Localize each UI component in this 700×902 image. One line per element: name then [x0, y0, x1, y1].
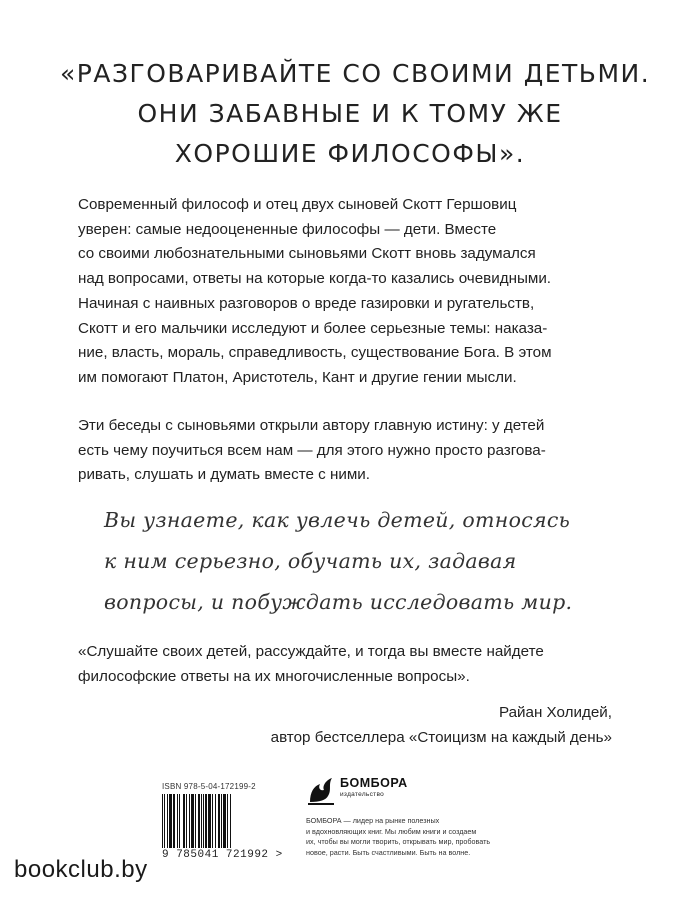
paragraph-line: Эти беседы с сыновьями открыли автору главную истину: у детей [78, 417, 545, 434]
publisher-logo [306, 772, 408, 806]
handwritten-line: вопросы, и побуждать исследовать мир. [104, 590, 573, 614]
bombora-wave-icon [306, 772, 336, 806]
handwritten-line: Вы узнаете, как увлечь детей, относясь [104, 508, 571, 532]
publisher-tagline [306, 816, 516, 858]
handwritten-line: к ним серьезно, обучать их, задавая [104, 549, 517, 573]
description-paragraph-3 [78, 414, 638, 488]
paragraph-line: Начиная с наивных разговоров о вреде газировки и ругательств, [78, 295, 535, 312]
barcode-number: 9 785041 721992 > [162, 849, 283, 861]
quote-line: философские ответы на их многочисленные вопросы». [78, 667, 470, 685]
headline-line: ОНИ ЗАБАВНЫЕ И К ТОМУ ЖЕ [137, 99, 563, 128]
description-paragraph-1 [78, 193, 638, 291]
paragraph-line: есть чему поучиться всем нам — для этого нужно просто разгова- [78, 441, 546, 459]
description-paragraph-2 [78, 292, 638, 390]
paragraph-line: уверен: самые недооцененные философы — дети. Вместе [78, 220, 497, 238]
headline-line: «РАЗГОВАРИВАЙТЕ СО СВОИМИ ДЕТЬМИ. [60, 59, 651, 88]
paragraph-line: ривать, слушать и думать вместе с ними. [78, 466, 370, 483]
paragraph-line: со своими любознательными сыновьями Скотт вновь задумался [78, 245, 536, 262]
paragraph-line: ние, власть, мораль, справедливость, существование Бога. В этом [78, 344, 552, 361]
watermark: bookclub.by [14, 856, 148, 883]
quote-attribution [271, 700, 612, 750]
author-title: автор бестселлера «Стоицизм на каждый день» [270, 729, 612, 746]
publisher-name: БОМБОРА [340, 776, 408, 790]
isbn-label: ISBN 978-5-04-172199-2 [162, 782, 256, 791]
tagline-line: и вдохновляющих книг. Мы любим книги и создаем [306, 826, 477, 836]
quote-line: «Слушайте своих детей, рассуждайте, и тогда вы вместе найдете [78, 643, 544, 660]
publisher-subtitle: издательство [340, 791, 385, 798]
paragraph-line: им помогают Платон, Аристотель, Кант и другие гении мысли. [78, 368, 517, 386]
barcode-bars [162, 794, 286, 848]
barcode [162, 782, 290, 861]
author-name: Райан Холидей, [498, 704, 612, 721]
paragraph-line: над вопросами, ответы на которые когда-то казались очевидными. [78, 269, 552, 287]
paragraph-line: Скотт и его мальчики исследуют и более серьезные темы: наказа- [78, 319, 548, 337]
tagline-line: новое, расти. Быть счастливыми. Быть на волне. [306, 847, 471, 857]
tagline-line: БОМБОРА — лидер на рынке полезных [306, 816, 440, 825]
headline-quote [60, 54, 651, 174]
headline-line: ХОРОШИЕ ФИЛОСОФЫ». [174, 139, 526, 168]
handwritten-highlight [104, 500, 624, 623]
review-quote [78, 640, 638, 689]
tagline-line: их, чтобы вы могли творить, открывать мир, пробовать [306, 837, 491, 846]
paragraph-line: Современный философ и отец двух сыновей Скотт Гершовиц [78, 196, 517, 213]
